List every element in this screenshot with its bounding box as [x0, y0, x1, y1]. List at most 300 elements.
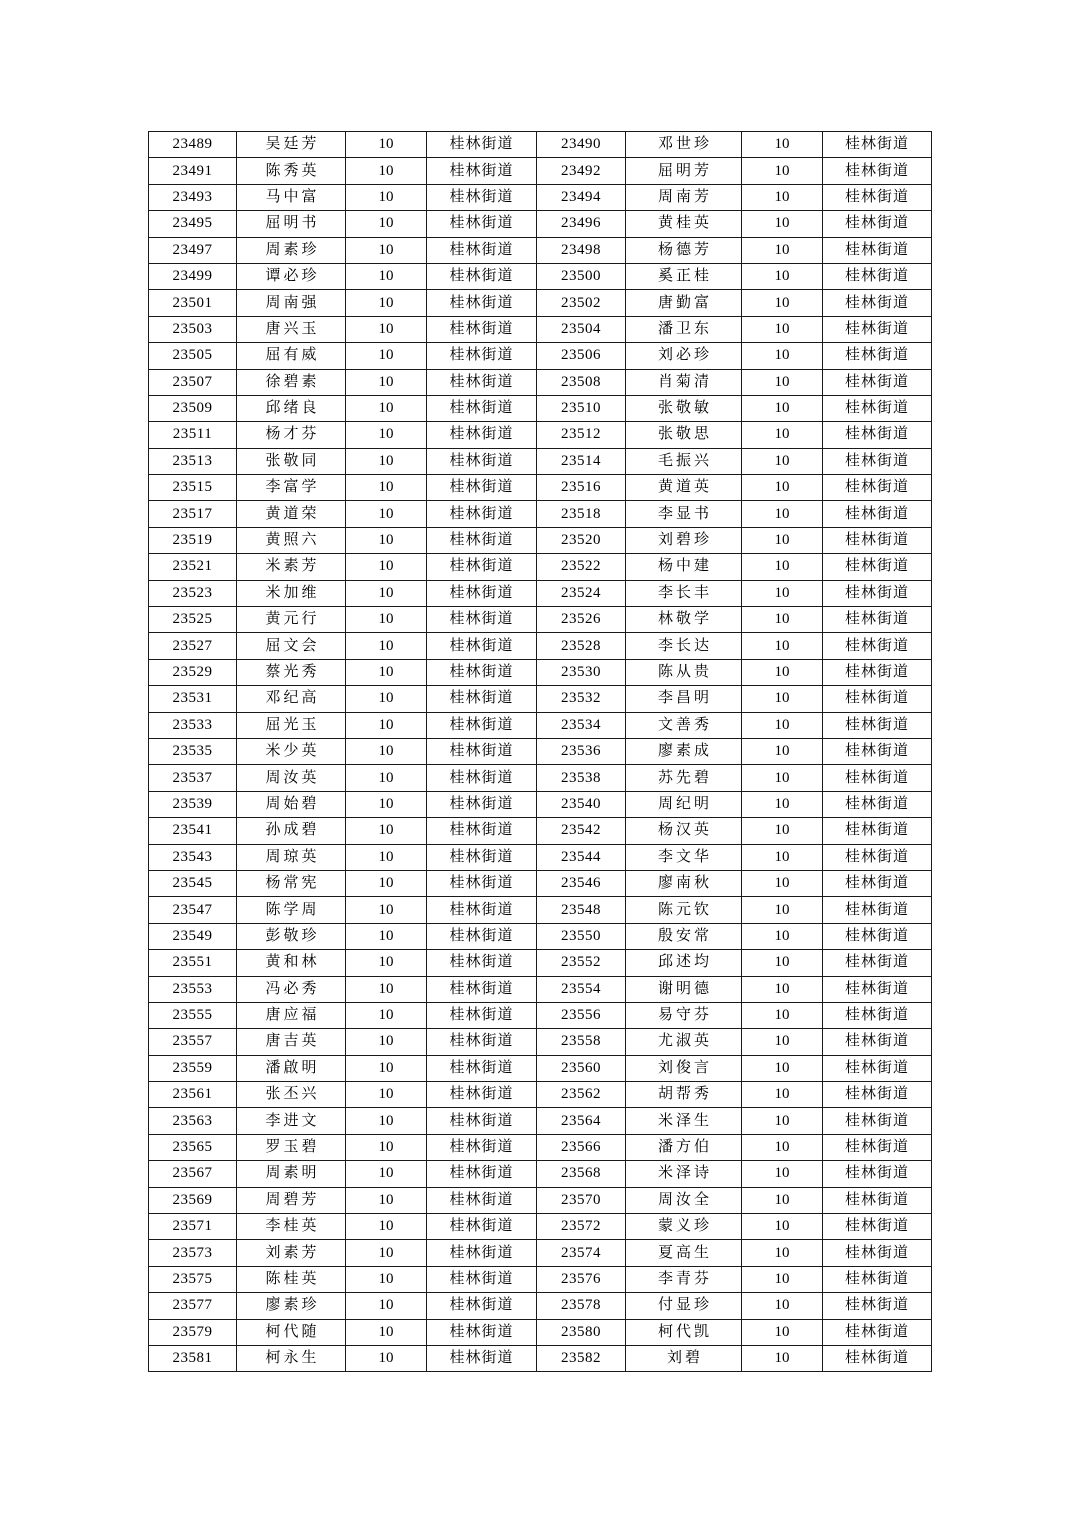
person-name-cell: 李显书 — [626, 501, 742, 527]
person-name-cell: 张敬同 — [237, 448, 346, 474]
serial-number-cell: 23570 — [537, 1187, 626, 1213]
street-name-cell: 桂林街道 — [427, 448, 537, 474]
amount-cell: 10 — [346, 290, 427, 316]
serial-number-cell: 23561 — [149, 1082, 237, 1108]
street-name-cell: 桂林街道 — [823, 1082, 932, 1108]
street-name-cell: 桂林街道 — [823, 290, 932, 316]
serial-number-cell: 23539 — [149, 791, 237, 817]
amount-cell: 10 — [742, 448, 823, 474]
amount-cell: 10 — [742, 395, 823, 421]
serial-number-cell: 23504 — [537, 316, 626, 342]
table-row — [149, 211, 932, 237]
amount-cell: 10 — [346, 158, 427, 184]
street-name-cell: 桂林街道 — [427, 290, 537, 316]
person-name-cell: 潘卫东 — [626, 316, 742, 342]
amount-cell: 10 — [742, 1161, 823, 1187]
street-name-cell: 桂林街道 — [427, 870, 537, 896]
street-name-cell: 桂林街道 — [823, 475, 932, 501]
street-name-cell: 桂林街道 — [823, 686, 932, 712]
serial-number-cell: 23508 — [537, 369, 626, 395]
serial-number-cell: 23576 — [537, 1266, 626, 1292]
street-name-cell: 桂林街道 — [823, 211, 932, 237]
street-name-cell: 桂林街道 — [823, 844, 932, 870]
serial-number-cell: 23541 — [149, 818, 237, 844]
serial-number-cell: 23544 — [537, 844, 626, 870]
amount-cell: 10 — [346, 1240, 427, 1266]
serial-number-cell: 23551 — [149, 950, 237, 976]
serial-number-cell: 23543 — [149, 844, 237, 870]
street-name-cell: 桂林街道 — [427, 1240, 537, 1266]
person-name-cell: 冯必秀 — [237, 976, 346, 1002]
serial-number-cell: 23581 — [149, 1345, 237, 1371]
street-name-cell: 桂林街道 — [823, 1214, 932, 1240]
serial-number-cell: 23515 — [149, 475, 237, 501]
person-name-cell: 李青芬 — [626, 1266, 742, 1292]
amount-cell: 10 — [742, 844, 823, 870]
person-name-cell: 唐勤富 — [626, 290, 742, 316]
amount-cell: 10 — [346, 1293, 427, 1319]
person-name-cell: 彭敬珍 — [237, 923, 346, 949]
amount-cell: 10 — [742, 1029, 823, 1055]
street-name-cell: 桂林街道 — [823, 1187, 932, 1213]
person-name-cell: 陈元钦 — [626, 897, 742, 923]
street-name-cell: 桂林街道 — [427, 712, 537, 738]
person-name-cell: 周南芳 — [626, 184, 742, 210]
person-name-cell: 米加维 — [237, 580, 346, 606]
person-name-cell: 夏高生 — [626, 1240, 742, 1266]
street-name-cell: 桂林街道 — [427, 343, 537, 369]
street-name-cell: 桂林街道 — [427, 633, 537, 659]
serial-number-cell: 23555 — [149, 1002, 237, 1028]
amount-cell: 10 — [742, 1055, 823, 1081]
table-row — [149, 316, 932, 342]
person-name-cell: 屈有威 — [237, 343, 346, 369]
street-name-cell: 桂林街道 — [427, 765, 537, 791]
table-row — [149, 475, 932, 501]
street-name-cell: 桂林街道 — [823, 422, 932, 448]
amount-cell: 10 — [346, 1319, 427, 1345]
table-row — [149, 870, 932, 896]
amount-cell: 10 — [346, 897, 427, 923]
person-name-cell: 廖素珍 — [237, 1293, 346, 1319]
amount-cell: 10 — [742, 316, 823, 342]
amount-cell: 10 — [346, 1161, 427, 1187]
person-name-cell: 邓纪高 — [237, 686, 346, 712]
street-name-cell: 桂林街道 — [427, 686, 537, 712]
amount-cell: 10 — [742, 237, 823, 263]
amount-cell: 10 — [742, 765, 823, 791]
amount-cell: 10 — [346, 501, 427, 527]
serial-number-cell: 23518 — [537, 501, 626, 527]
amount-cell: 10 — [346, 686, 427, 712]
person-name-cell: 周素珍 — [237, 237, 346, 263]
serial-number-cell: 23579 — [149, 1319, 237, 1345]
street-name-cell: 桂林街道 — [427, 1266, 537, 1292]
person-name-cell: 黄桂英 — [626, 211, 742, 237]
person-name-cell: 周碧芳 — [237, 1187, 346, 1213]
person-name-cell: 陈桂英 — [237, 1266, 346, 1292]
table-row — [149, 580, 932, 606]
person-name-cell: 杨德芳 — [626, 237, 742, 263]
table-row — [149, 976, 932, 1002]
person-name-cell: 黄道荣 — [237, 501, 346, 527]
amount-cell: 10 — [346, 818, 427, 844]
person-name-cell: 张敬思 — [626, 422, 742, 448]
table-row — [149, 1319, 932, 1345]
table-row — [149, 501, 932, 527]
person-name-cell: 柯代随 — [237, 1319, 346, 1345]
serial-number-cell: 23558 — [537, 1029, 626, 1055]
street-name-cell: 桂林街道 — [427, 1319, 537, 1345]
street-name-cell: 桂林街道 — [823, 448, 932, 474]
amount-cell: 10 — [346, 712, 427, 738]
person-name-cell: 肖菊清 — [626, 369, 742, 395]
street-name-cell: 桂林街道 — [823, 712, 932, 738]
street-name-cell: 桂林街道 — [823, 818, 932, 844]
table-row — [149, 237, 932, 263]
serial-number-cell: 23562 — [537, 1082, 626, 1108]
amount-cell: 10 — [742, 607, 823, 633]
person-name-cell: 屈文会 — [237, 633, 346, 659]
table-row — [149, 554, 932, 580]
amount-cell: 10 — [346, 554, 427, 580]
street-name-cell: 桂林街道 — [823, 158, 932, 184]
street-name-cell: 桂林街道 — [427, 501, 537, 527]
amount-cell: 10 — [742, 1319, 823, 1345]
serial-number-cell: 23510 — [537, 395, 626, 421]
serial-number-cell: 23580 — [537, 1319, 626, 1345]
amount-cell: 10 — [346, 791, 427, 817]
amount-cell: 10 — [346, 422, 427, 448]
serial-number-cell: 23578 — [537, 1293, 626, 1319]
amount-cell: 10 — [742, 633, 823, 659]
table-row — [149, 791, 932, 817]
serial-number-cell: 23489 — [149, 132, 237, 158]
amount-cell: 10 — [346, 237, 427, 263]
amount-cell: 10 — [346, 316, 427, 342]
person-name-cell: 杨常宪 — [237, 870, 346, 896]
street-name-cell: 桂林街道 — [823, 527, 932, 553]
person-name-cell: 潘啟明 — [237, 1055, 346, 1081]
serial-number-cell: 23552 — [537, 950, 626, 976]
table-row — [149, 1108, 932, 1134]
street-name-cell: 桂林街道 — [427, 263, 537, 289]
person-name-cell: 邓世珍 — [626, 132, 742, 158]
person-name-cell: 谢明德 — [626, 976, 742, 1002]
person-name-cell: 李文华 — [626, 844, 742, 870]
street-name-cell: 桂林街道 — [427, 316, 537, 342]
person-name-cell: 张丕兴 — [237, 1082, 346, 1108]
street-name-cell: 桂林街道 — [823, 1161, 932, 1187]
amount-cell: 10 — [346, 343, 427, 369]
table-row — [149, 1029, 932, 1055]
serial-number-cell: 23568 — [537, 1161, 626, 1187]
serial-number-cell: 23511 — [149, 422, 237, 448]
table-row — [149, 738, 932, 764]
amount-cell: 10 — [742, 1187, 823, 1213]
street-name-cell: 桂林街道 — [823, 870, 932, 896]
amount-cell: 10 — [742, 184, 823, 210]
serial-number-cell: 23514 — [537, 448, 626, 474]
table-row — [149, 184, 932, 210]
amount-cell: 10 — [346, 950, 427, 976]
serial-number-cell: 23548 — [537, 897, 626, 923]
serial-number-cell: 23532 — [537, 686, 626, 712]
person-name-cell: 周琼英 — [237, 844, 346, 870]
serial-number-cell: 23529 — [149, 659, 237, 685]
street-name-cell: 桂林街道 — [823, 1108, 932, 1134]
table-row — [149, 369, 932, 395]
serial-number-cell: 23523 — [149, 580, 237, 606]
person-name-cell: 邱绪良 — [237, 395, 346, 421]
amount-cell: 10 — [742, 976, 823, 1002]
roster-table — [148, 131, 932, 1372]
street-name-cell: 桂林街道 — [823, 1266, 932, 1292]
amount-cell: 10 — [742, 1002, 823, 1028]
serial-number-cell: 23569 — [149, 1187, 237, 1213]
person-name-cell: 陈学周 — [237, 897, 346, 923]
street-name-cell: 桂林街道 — [823, 1345, 932, 1371]
serial-number-cell: 23509 — [149, 395, 237, 421]
amount-cell: 10 — [346, 765, 427, 791]
street-name-cell: 桂林街道 — [427, 132, 537, 158]
amount-cell: 10 — [742, 686, 823, 712]
amount-cell: 10 — [742, 659, 823, 685]
serial-number-cell: 23524 — [537, 580, 626, 606]
amount-cell: 10 — [346, 1214, 427, 1240]
street-name-cell: 桂林街道 — [823, 950, 932, 976]
serial-number-cell: 23516 — [537, 475, 626, 501]
person-name-cell: 周素明 — [237, 1161, 346, 1187]
serial-number-cell: 23565 — [149, 1134, 237, 1160]
street-name-cell: 桂林街道 — [427, 1134, 537, 1160]
street-name-cell: 桂林街道 — [427, 369, 537, 395]
person-name-cell: 柯代凯 — [626, 1319, 742, 1345]
table-row — [149, 1214, 932, 1240]
street-name-cell: 桂林街道 — [823, 659, 932, 685]
street-name-cell: 桂林街道 — [823, 237, 932, 263]
person-name-cell: 周南强 — [237, 290, 346, 316]
amount-cell: 10 — [742, 554, 823, 580]
table-row — [149, 132, 932, 158]
street-name-cell: 桂林街道 — [823, 132, 932, 158]
amount-cell: 10 — [742, 475, 823, 501]
table-row — [149, 527, 932, 553]
amount-cell: 10 — [346, 870, 427, 896]
serial-number-cell: 23575 — [149, 1266, 237, 1292]
serial-number-cell: 23522 — [537, 554, 626, 580]
serial-number-cell: 23550 — [537, 923, 626, 949]
amount-cell: 10 — [742, 1134, 823, 1160]
serial-number-cell: 23567 — [149, 1161, 237, 1187]
person-name-cell: 黄元行 — [237, 607, 346, 633]
amount-cell: 10 — [742, 132, 823, 158]
amount-cell: 10 — [742, 1345, 823, 1371]
table-row — [149, 1293, 932, 1319]
street-name-cell: 桂林街道 — [427, 791, 537, 817]
serial-number-cell: 23545 — [149, 870, 237, 896]
amount-cell: 10 — [346, 844, 427, 870]
amount-cell: 10 — [742, 818, 823, 844]
serial-number-cell: 23582 — [537, 1345, 626, 1371]
person-name-cell: 米泽诗 — [626, 1161, 742, 1187]
person-name-cell: 奚正桂 — [626, 263, 742, 289]
amount-cell: 10 — [742, 1214, 823, 1240]
serial-number-cell: 23494 — [537, 184, 626, 210]
street-name-cell: 桂林街道 — [427, 976, 537, 1002]
person-name-cell: 李桂英 — [237, 1214, 346, 1240]
person-name-cell: 文善秀 — [626, 712, 742, 738]
street-name-cell: 桂林街道 — [427, 1002, 537, 1028]
roster-table-body — [149, 132, 932, 1372]
person-name-cell: 刘碧珍 — [626, 527, 742, 553]
street-name-cell: 桂林街道 — [823, 897, 932, 923]
amount-cell: 10 — [742, 738, 823, 764]
street-name-cell: 桂林街道 — [427, 818, 537, 844]
person-name-cell: 唐吉英 — [237, 1029, 346, 1055]
serial-number-cell: 23560 — [537, 1055, 626, 1081]
street-name-cell: 桂林街道 — [823, 1293, 932, 1319]
amount-cell: 10 — [346, 1108, 427, 1134]
street-name-cell: 桂林街道 — [823, 738, 932, 764]
street-name-cell: 桂林街道 — [427, 659, 537, 685]
person-name-cell: 蒙义珍 — [626, 1214, 742, 1240]
table-row — [149, 1055, 932, 1081]
person-name-cell: 林敬学 — [626, 607, 742, 633]
amount-cell: 10 — [346, 448, 427, 474]
serial-number-cell: 23553 — [149, 976, 237, 1002]
amount-cell: 10 — [346, 607, 427, 633]
person-name-cell: 屈明书 — [237, 211, 346, 237]
serial-number-cell: 23491 — [149, 158, 237, 184]
amount-cell: 10 — [742, 791, 823, 817]
amount-cell: 10 — [346, 580, 427, 606]
person-name-cell: 马中富 — [237, 184, 346, 210]
street-name-cell: 桂林街道 — [427, 475, 537, 501]
person-name-cell: 周始碧 — [237, 791, 346, 817]
table-row — [149, 1134, 932, 1160]
street-name-cell: 桂林街道 — [427, 237, 537, 263]
street-name-cell: 桂林街道 — [823, 1319, 932, 1345]
table-row — [149, 633, 932, 659]
amount-cell: 10 — [346, 263, 427, 289]
person-name-cell: 唐应福 — [237, 1002, 346, 1028]
street-name-cell: 桂林街道 — [427, 527, 537, 553]
table-row — [149, 1002, 932, 1028]
serial-number-cell: 23556 — [537, 1002, 626, 1028]
street-name-cell: 桂林街道 — [427, 422, 537, 448]
serial-number-cell: 23540 — [537, 791, 626, 817]
person-name-cell: 付显珍 — [626, 1293, 742, 1319]
street-name-cell: 桂林街道 — [823, 184, 932, 210]
amount-cell: 10 — [346, 1055, 427, 1081]
street-name-cell: 桂林街道 — [823, 765, 932, 791]
person-name-cell: 黄照六 — [237, 527, 346, 553]
street-name-cell: 桂林街道 — [823, 1240, 932, 1266]
serial-number-cell: 23559 — [149, 1055, 237, 1081]
table-row — [149, 923, 932, 949]
amount-cell: 10 — [346, 1029, 427, 1055]
person-name-cell: 殷安常 — [626, 923, 742, 949]
person-name-cell: 苏先碧 — [626, 765, 742, 791]
amount-cell: 10 — [742, 1108, 823, 1134]
table-row — [149, 422, 932, 448]
person-name-cell: 李昌明 — [626, 686, 742, 712]
serial-number-cell: 23564 — [537, 1108, 626, 1134]
person-name-cell: 陈从贵 — [626, 659, 742, 685]
street-name-cell: 桂林街道 — [427, 950, 537, 976]
person-name-cell: 孙成碧 — [237, 818, 346, 844]
table-row — [149, 818, 932, 844]
person-name-cell: 李进文 — [237, 1108, 346, 1134]
street-name-cell: 桂林街道 — [427, 844, 537, 870]
street-name-cell: 桂林街道 — [427, 554, 537, 580]
serial-number-cell: 23527 — [149, 633, 237, 659]
person-name-cell: 周纪明 — [626, 791, 742, 817]
street-name-cell: 桂林街道 — [427, 1108, 537, 1134]
street-name-cell: 桂林街道 — [427, 923, 537, 949]
serial-number-cell: 23519 — [149, 527, 237, 553]
table-row — [149, 263, 932, 289]
serial-number-cell: 23499 — [149, 263, 237, 289]
serial-number-cell: 23503 — [149, 316, 237, 342]
person-name-cell: 黄和林 — [237, 950, 346, 976]
table-row — [149, 1187, 932, 1213]
table-row — [149, 712, 932, 738]
serial-number-cell: 23501 — [149, 290, 237, 316]
street-name-cell: 桂林街道 — [823, 1002, 932, 1028]
amount-cell: 10 — [346, 659, 427, 685]
serial-number-cell: 23534 — [537, 712, 626, 738]
person-name-cell: 黄道英 — [626, 475, 742, 501]
person-name-cell: 刘碧 — [626, 1345, 742, 1371]
amount-cell: 10 — [346, 923, 427, 949]
serial-number-cell: 23537 — [149, 765, 237, 791]
serial-number-cell: 23500 — [537, 263, 626, 289]
serial-number-cell: 23496 — [537, 211, 626, 237]
amount-cell: 10 — [742, 923, 823, 949]
amount-cell: 10 — [742, 369, 823, 395]
table-row — [149, 1266, 932, 1292]
person-name-cell: 陈秀英 — [237, 158, 346, 184]
amount-cell: 10 — [742, 870, 823, 896]
table-row — [149, 659, 932, 685]
amount-cell: 10 — [346, 475, 427, 501]
person-name-cell: 唐兴玉 — [237, 316, 346, 342]
amount-cell: 10 — [742, 422, 823, 448]
amount-cell: 10 — [742, 343, 823, 369]
serial-number-cell: 23531 — [149, 686, 237, 712]
serial-number-cell: 23574 — [537, 1240, 626, 1266]
amount-cell: 10 — [346, 1002, 427, 1028]
person-name-cell: 屈光玉 — [237, 712, 346, 738]
serial-number-cell: 23497 — [149, 237, 237, 263]
table-row — [149, 686, 932, 712]
serial-number-cell: 23528 — [537, 633, 626, 659]
street-name-cell: 桂林街道 — [427, 1082, 537, 1108]
person-name-cell: 刘素芳 — [237, 1240, 346, 1266]
street-name-cell: 桂林街道 — [823, 343, 932, 369]
amount-cell: 10 — [742, 712, 823, 738]
serial-number-cell: 23521 — [149, 554, 237, 580]
amount-cell: 10 — [742, 211, 823, 237]
amount-cell: 10 — [346, 1345, 427, 1371]
person-name-cell: 徐碧素 — [237, 369, 346, 395]
serial-number-cell: 23495 — [149, 211, 237, 237]
person-name-cell: 米素芳 — [237, 554, 346, 580]
table-row — [149, 897, 932, 923]
amount-cell: 10 — [742, 897, 823, 923]
